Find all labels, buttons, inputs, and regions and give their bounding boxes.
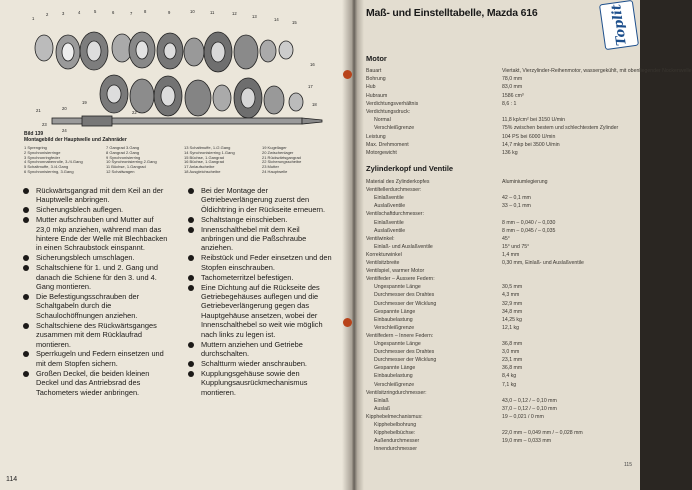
- assembly-step: Sicherungsblech auflegen.: [22, 205, 168, 214]
- spec-label: Auslaß: [374, 405, 391, 412]
- svg-text:22: 22: [132, 110, 137, 115]
- spec-value: 34,8 mm: [502, 308, 523, 315]
- spec-label: Verdichtungsverhältnis: [366, 100, 419, 107]
- spec-label: Verdichtungsdruck:: [366, 109, 411, 115]
- svg-text:15: 15: [292, 20, 297, 25]
- assembly-steps-column-2: [187, 186, 333, 397]
- assembly-steps-column-1: [22, 186, 168, 397]
- svg-text:1: 1: [32, 16, 35, 21]
- spec-value: 1,4 mm: [502, 251, 520, 258]
- spec-label: Kipphebelbohrung: [374, 422, 417, 428]
- assembly-step: Reibstück und Feder einsetzen und den Stopfen einschrauben.: [187, 253, 333, 272]
- legend-item: 13 Schaltmuffe, 1./2.Gang: [184, 145, 231, 150]
- spec-label: Verschleißgrenze: [374, 381, 415, 388]
- spec-label: Ventiltellerdurchmesser:: [366, 187, 422, 194]
- spec-label: Einlaßventile: [374, 195, 404, 202]
- assembly-step: Mutter aufschrauben und Mutter auf 23,0 mkp anziehen, während man das hintere Ende der Welle mit Blechbacken in einen Schraubstock einspannt.: [22, 215, 168, 253]
- spec-label: Leistung: [366, 133, 386, 140]
- spec-value: 19 – 0,021 / 0 mm: [502, 413, 544, 420]
- spec-label: Gespannte Länge: [374, 365, 416, 372]
- spec-value: 32,9 mm: [502, 300, 523, 307]
- spec-label: Normal: [374, 117, 391, 124]
- page-number-left: 114: [6, 476, 18, 483]
- assembly-step: Die Befestigungsschrauben der Schaltgabeln durch die Schaulochöffnungen anziehen.: [22, 292, 168, 320]
- spec-label: Ventilsitzbreite: [366, 260, 400, 266]
- section-heading-motor: Motor: [366, 54, 387, 63]
- assembly-step: Großen Deckel, die beiden kleinen Deckel und das Antriebsrad des Tachometers wieder anbringen.: [22, 369, 168, 397]
- svg-text:3: 3: [62, 11, 65, 16]
- spec-value: 8,4 kg: [502, 373, 517, 380]
- legend-item: 9 Synchronisierring: [106, 154, 141, 160]
- spec-label: Einbaubelastung: [374, 373, 413, 380]
- svg-text:14: 14: [274, 17, 279, 22]
- spec-value: 33 – 0,1 mm: [502, 203, 531, 210]
- legend-item: 24 Hauptwelle: [262, 168, 288, 174]
- spec-value: 45°: [502, 235, 510, 242]
- spec-value: 30,5 mm: [502, 284, 523, 291]
- spec-label: Max. Drehmoment: [366, 141, 409, 148]
- legend-item: 16 Büchse, 1.Gangrad: [184, 159, 225, 165]
- svg-text:20: 20: [62, 106, 67, 111]
- spec-value: 7,1 kg: [502, 381, 517, 388]
- assembly-step: Schaltturm wieder anschrauben.: [187, 359, 333, 368]
- toplit-logo: Toplit: [599, 0, 639, 50]
- legend-item: 10 Synchronisierring 2.Gang: [106, 159, 157, 165]
- spec-value: Aluminiumlegierung: [502, 179, 548, 185]
- spec-value: 8,6 : 1: [502, 100, 517, 107]
- assembly-step: Innenschalthebel mit dem Keil anbringen und die Paßschraube anziehen.: [187, 225, 333, 253]
- spec-label: Einbaubelastung: [374, 316, 413, 323]
- spec-value: 43,0 – 0,12 / – 0,10 mm: [502, 397, 557, 404]
- svg-text:6: 6: [112, 10, 115, 15]
- svg-text:16: 16: [310, 62, 315, 67]
- svg-text:11: 11: [210, 10, 215, 15]
- legend-item: 19 Kugellager: [262, 145, 287, 150]
- legend-item: 21 Rückwärtsgangrad: [262, 154, 301, 160]
- spec-label: Ventilschaftdurchmesser:: [366, 211, 424, 218]
- spec-label: Verschleißgrenze: [374, 125, 415, 132]
- spec-label: Durchmesser des Drahtes: [374, 292, 435, 299]
- spec-label: Einlaß: [374, 397, 389, 404]
- spec-label: Gespannte Länge: [374, 308, 416, 315]
- spec-value: 42 – 0,1 mm: [502, 195, 531, 202]
- spec-value: 75% zwischen bestem und schlechtestem Zylinder: [502, 125, 619, 132]
- spec-value: 104 PS bei 6000 U/min: [502, 133, 556, 140]
- spec-label: Ventilfedern – Innere Federn:: [366, 332, 434, 339]
- binder-hole: [343, 318, 352, 327]
- svg-text:18: 18: [312, 102, 317, 107]
- legend-column: [262, 146, 301, 175]
- assembly-step: Rückwärtsgangrad mit dem Keil an der Hauptwelle anbringen.: [22, 186, 168, 205]
- assembly-step: Tachometerritzel befestigen.: [187, 273, 333, 282]
- legend-item: 3 Synchronringfeder: [24, 154, 61, 160]
- spec-value: 1586 cm³: [502, 92, 524, 99]
- assembly-step: Bei der Montage der Getriebeverlängerung zuerst den Öldichtring in der Rückseite erneuern.: [187, 186, 333, 214]
- spec-value: Viertakt, Vierzylinder-Reihenmotor, wassergekühlt, mit obenliegender Nockenwelle: [502, 68, 692, 74]
- svg-text:10: 10: [190, 9, 195, 14]
- spec-value: 15° und 75°: [502, 243, 530, 250]
- spec-value: 78,0 mm: [502, 76, 523, 83]
- binder-hole: [343, 70, 352, 79]
- spec-label: Durchmesser des Drahtes: [374, 349, 435, 356]
- spec-label: Bohrung: [366, 76, 386, 83]
- upper-gear-row: [35, 32, 293, 72]
- svg-text:21: 21: [36, 108, 41, 113]
- spec-label: Ventilwinkel:: [366, 235, 395, 242]
- spec-value: 3,0 mm: [502, 349, 520, 356]
- page-number-right: 115: [624, 462, 632, 468]
- spec-label: Kipphebelbüchse:: [374, 430, 416, 437]
- legend-item: 11 Büchse, 1.Gangrad: [106, 164, 146, 170]
- spec-value: 14,25 kg: [502, 316, 522, 323]
- section-heading-zylinderkopf: Zylinderkopf und Ventile: [366, 164, 454, 173]
- svg-text:24: 24: [62, 128, 67, 133]
- spec-label: Ungespannte Länge: [374, 284, 421, 291]
- callout-numbers: [32, 9, 317, 133]
- spec-label: Auslaßventile: [374, 227, 406, 234]
- svg-text:8: 8: [144, 9, 147, 14]
- spec-value: 12,1 kg: [502, 324, 520, 331]
- spec-value: 136 kg: [502, 150, 518, 156]
- svg-text:7: 7: [130, 11, 133, 16]
- spec-label: Hub: [366, 84, 376, 91]
- spec-value: 37,0 – 0,12 / – 0,10 mm: [502, 405, 557, 412]
- gear-exploded-diagram: [22, 6, 338, 134]
- svg-text:5: 5: [94, 9, 97, 14]
- spec-label: Ungespannte Länge: [374, 341, 421, 347]
- spec-label: Einlaß- und Auslaßventile: [374, 243, 433, 250]
- spec-value: 36,8 mm: [502, 365, 523, 372]
- assembly-step: Schaltschiene für 1. und 2. Gang und danach die Schiene für den 3. und 4. Gang montieren.: [22, 263, 168, 291]
- page-title: Maß- und Einstelltabelle, Mazda 616: [366, 7, 538, 19]
- legend-item: 6 Synchronisierring, 3.Gang: [24, 168, 74, 174]
- legend-item: 7 Gangrad 3.Gang: [106, 145, 140, 150]
- spec-label: Einlaßventile: [374, 219, 404, 226]
- spec-label: Ventilspiel, warmer Motor: [366, 268, 425, 275]
- legend-item: 18 Ausgleichscheibe: [184, 168, 221, 174]
- spec-value: 14,7 mkp bei 3500 U/min: [502, 141, 560, 148]
- svg-text:4: 4: [78, 10, 81, 15]
- legend-item: 5 Schaltmuffe, 3./4.Gang: [24, 164, 69, 170]
- spec-label: Auslaßventile: [374, 203, 406, 210]
- legend-column: [106, 146, 157, 175]
- right-page: [352, 0, 692, 490]
- legend-item: 12 Schaltwagen: [106, 168, 135, 174]
- spec-value: 4,3 mm: [502, 292, 520, 299]
- assembly-step: Eine Dichtung auf die Rückseite des Getriebegehäuses auflegen und die Getriebeverlängerung gegen das Hauptgehäuse ansetzen, wobei der Innenschalthebel so weit wie möglich nach links zu legen ist.: [187, 283, 333, 339]
- svg-text:19: 19: [82, 100, 87, 105]
- legend-item: 20 Zwischenlager: [262, 149, 294, 155]
- spec-value: 22,0 mm – 0,049 mm / – 0,028 mm: [502, 430, 583, 437]
- spec-label: Hubraum: [366, 92, 388, 99]
- spec-label: Durchmesser der Wicklung: [374, 300, 437, 307]
- spec-label: Außendurchmesser: [374, 438, 420, 445]
- svg-text:12: 12: [232, 11, 237, 16]
- assembly-step: Schaltschiene des Rückwärtsganges zusammen mit dem Rücklaufrad montieren.: [22, 321, 168, 349]
- spec-value: 8 mm – 0,045 / – 0,035: [502, 227, 556, 234]
- assembly-step: Kupplungsgehäuse sowie den Kupplungsausrückmechanismus montieren.: [187, 369, 333, 397]
- svg-text:2: 2: [46, 12, 49, 17]
- assembly-step: Sperrkugeln und Federn einsetzen und mit dem Stopfen sichern.: [22, 349, 168, 368]
- main-shaft: [52, 116, 322, 126]
- spec-value: 83,0 mm: [502, 84, 523, 91]
- spec-label: Durchmesser der Wicklung: [374, 357, 437, 364]
- spec-label: Ventilfeder – Äussere Federn:: [366, 276, 435, 283]
- legend-item: 4 Synchronnabenrolle, 3./4.Gang: [24, 159, 83, 165]
- spec-value: 11,8 kp/cm² bei 3150 U/min: [502, 117, 566, 124]
- spec-value: 8 mm – 0,040 / – 0,030: [502, 219, 556, 226]
- legend-item: 14 Synchronisierring 1.Gang: [184, 149, 235, 155]
- spec-label: Ventilsitzringdurchmesser:: [366, 389, 427, 396]
- spec-value: 36,8 mm: [502, 341, 523, 347]
- spec-label: Korrekturwinkel: [366, 251, 402, 258]
- legend-column: [184, 146, 235, 175]
- svg-text:17: 17: [308, 84, 313, 89]
- lower-gear-row: [100, 75, 303, 118]
- spec-label: Material des Zylinderkopfes: [366, 179, 430, 185]
- spec-label: Verschleißgrenze: [374, 324, 415, 331]
- spec-label: Motorgewicht: [366, 150, 397, 156]
- assembly-step: Sicherungsblech umschlagen.: [22, 253, 168, 262]
- legend-column: [24, 146, 83, 175]
- assembly-step: Muttern anziehen und Getriebe durchschalten.: [187, 340, 333, 359]
- spec-value: 19,0 mm – 0,033 mm: [502, 438, 552, 445]
- legend-item: 15 Büchse, 1.Gangrad: [184, 154, 225, 160]
- assembly-step: Schaltstange einschieben.: [187, 215, 333, 224]
- legend-item: 22 Sicherungsscheibe: [262, 159, 302, 165]
- svg-text:13: 13: [252, 14, 257, 19]
- spec-value: 0,30 mm, Einlaß- und Auslaßventile: [502, 260, 584, 266]
- spec-label: Innendurchmesser: [374, 446, 417, 453]
- figure-caption: Bild 139 Montagebild der Hauptwelle und Zahnräder: [24, 131, 127, 143]
- spec-value: 23,1 mm: [502, 357, 523, 364]
- legend-item: 1 Sprengring: [24, 145, 47, 150]
- legend-item: 8 Gangrad 2.Gang: [106, 149, 140, 155]
- svg-text:23: 23: [42, 122, 47, 127]
- legend-item: 2 Synchronisierringe: [24, 149, 61, 155]
- legend-item: 23 Mutter: [262, 164, 279, 170]
- spec-label: Kipphebelmechanismus:: [366, 413, 423, 420]
- spec-label: Bauart: [366, 68, 382, 74]
- svg-text:9: 9: [168, 10, 171, 15]
- legend-item: 17 Anlaufscheibe: [184, 164, 215, 170]
